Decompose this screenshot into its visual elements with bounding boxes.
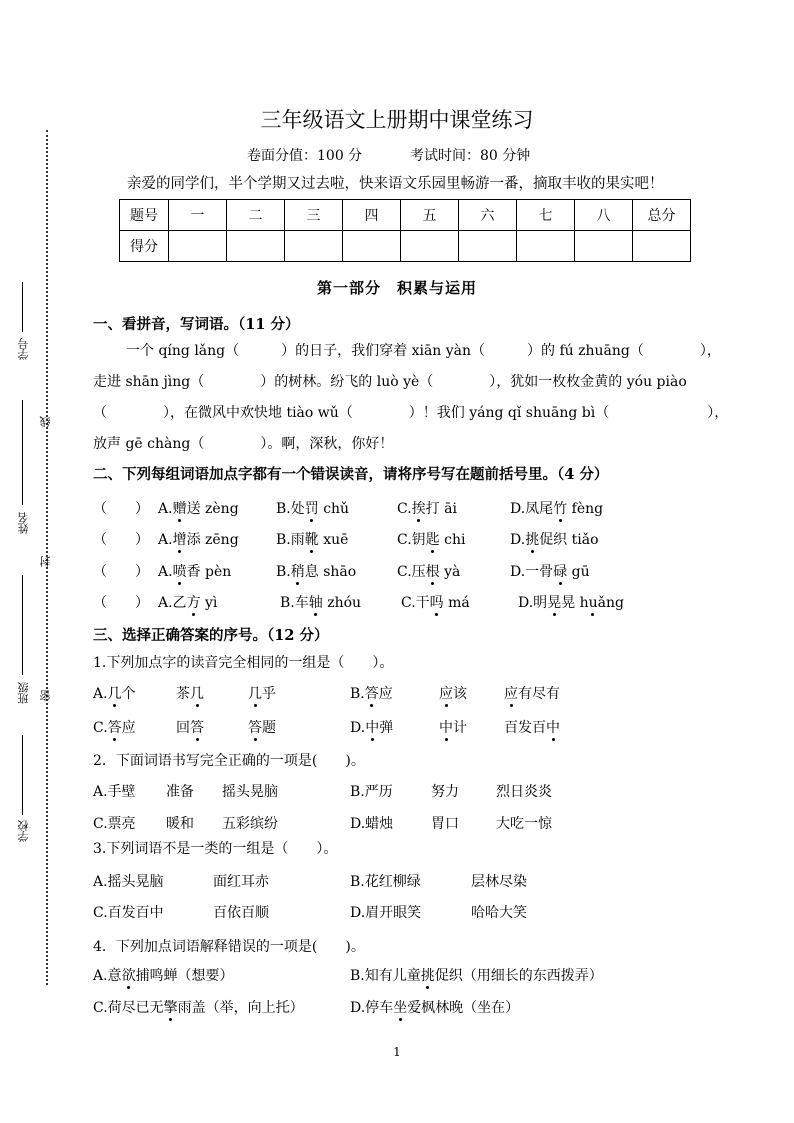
dotted-char: 挨 [411,501,426,517]
q1-option-c2 [176,717,204,737]
option-text: 百发百 [504,720,546,736]
q2-word: 胃口 [431,816,459,832]
option-text: 计 [453,720,467,736]
q3-word: 面红耳赤 [213,874,269,890]
option-text: yà [439,564,461,580]
q4-option-b [350,965,603,985]
pinyin-line-3: （ ），在微风中欢快地 tiào wǔ（ ）！我们 yáng qǐ shuāng bì（ ）， [93,405,729,421]
option-a [158,592,217,612]
option-text: 该 [453,686,467,702]
q2-word: D.蜡烛 [350,816,394,832]
option-text: chǔ [318,501,350,517]
option-text: chi [439,532,466,548]
q4-option-c [93,997,304,1017]
dotted-char: 挑 [420,968,435,984]
pinyin-line-1: 一个 qíng lǎng（ ）的日子，我们穿着 xiān yàn（ ）的 fú zhuāng（ ）， [126,343,721,359]
option-text: D.凤尾 [510,501,554,517]
option-text: 乎 [262,686,276,702]
option-text: A.意 [93,968,122,984]
dotted-char: 应 [504,686,518,702]
option-text: 回 [176,720,190,736]
option-text: 有尽有 [518,686,560,702]
answer-paren[interactable]: （ ） [93,564,149,580]
q3-word: 百依百顺 [213,905,269,921]
exam-title: 三年级语文上册期中课堂练习 [260,108,534,132]
option-text: 打 āi [425,501,457,517]
option-c [397,498,457,518]
option-text: C.荷尽已无 [93,1000,164,1016]
q1-option-c1 [93,717,136,737]
student-id-label: 学号 [17,338,30,360]
score-cell[interactable] [517,231,575,262]
option-text: 添 zēng [186,532,239,548]
option-text: 促织（用细长的东西拨弄） [434,968,603,984]
dotted-char: 赠 [172,501,187,517]
q2-word: 努力 [431,784,459,800]
option-text: zhóu [322,595,362,611]
dotted-char: 答 [364,686,379,702]
option-text: 题 [262,720,276,736]
school-label: 学校 [17,820,30,842]
q2-word: A.手壁 [93,784,136,800]
dotted-char: 晃 [547,595,562,611]
option-a [158,561,231,581]
dotted-char: 稍 [290,564,305,580]
dotted-char: 根 [425,564,440,580]
option-b [276,529,348,549]
option-b [276,498,349,518]
dotted-char: 中 [365,720,380,736]
option-text: C. [397,501,412,517]
header-cell: 一 [169,200,227,231]
dotted-char: 擎 [163,1000,178,1016]
option-c [401,592,470,612]
option-text: A.乙 [158,595,187,611]
score-row-label: 得分 [120,231,169,262]
option-text: C. [93,720,108,736]
q1-option-b2 [439,683,467,703]
total-score-info: 卷面分值：100 分 [247,148,363,164]
answer-paren[interactable]: （ ） [93,501,149,517]
q1-option-b3 [504,683,560,703]
q2-word: 摇头晃脑 [222,784,278,800]
q1-option-c3 [248,717,276,737]
section-one-title: 一、看拼音，写词语。（11 分） [93,316,300,333]
question-1-stem: 1.下列加点字的读音完全相同的一组是（ ）。 [93,655,394,671]
q1-option-a3 [248,683,276,703]
option-d [518,592,624,612]
option-text: B.处 [276,501,305,517]
dotted-char: 答 [190,720,204,736]
option-text: B. [276,564,291,580]
q1-option-a1 [93,683,136,703]
dotted-char: 方 [186,595,201,611]
q2-word: 暖和 [166,816,194,832]
option-d [510,529,599,549]
score-table [119,199,691,262]
answer-paren[interactable]: （ ） [93,532,149,548]
option-d [510,561,590,581]
q2-word: 大吃一惊 [496,816,552,832]
header-cell: 七 [517,200,575,231]
option-text: 茶 [176,686,190,702]
q3-word: B.花红柳绿 [350,874,421,890]
option-text: C.压 [397,564,426,580]
option-c [397,529,465,549]
option-text: 捕鸣蝉（想要） [135,968,234,984]
q1-option-a2 [176,683,204,703]
dotted-char: 应 [439,686,453,702]
header-cell: 六 [459,200,517,231]
option-text: B.雨 [276,532,305,548]
score-cell[interactable] [227,231,285,262]
name-blank [22,400,23,505]
option-text: C.干 [401,595,430,611]
option-text: A. [158,532,173,548]
q3-word: 层林尽染 [471,874,527,890]
option-text: 香 pèn [186,564,232,580]
score-cell[interactable] [169,231,227,262]
header-cell: 二 [227,200,285,231]
dotted-char: 靴 [304,532,319,548]
option-text: B. [350,686,365,702]
option-text: yì [200,595,218,611]
question-3-stem: 3.下列词语不是一类的一组是（ ）。 [93,841,338,857]
dotted-char: 几 [107,686,122,702]
option-text: 爱枫林晚（坐在） [407,1000,520,1016]
dotted-char: 增 [172,532,187,548]
score-table-score-row [120,231,691,262]
q3-word: D.眉开眼笑 [350,905,422,921]
header-cell: 八 [575,200,633,231]
dotted-char: 喷 [172,564,187,580]
header-cell: 总分 [633,200,691,231]
dotted-char: 中 [546,720,560,736]
dotted-char: 罚 [304,501,319,517]
dotted-char: 碌 [553,564,568,580]
option-text: A. [158,564,173,580]
option-text: 应 [121,720,136,736]
binding-line-mark: 线 [39,416,52,427]
dotted-char: 中 [439,720,453,736]
q2-word: B.严历 [350,784,393,800]
score-cell[interactable] [575,231,633,262]
exam-time-info: 考试时间：80 分钟 [410,148,531,164]
option-text: gū [567,564,590,580]
option-text: D.明 [518,595,548,611]
section-two-title: 二、下列每组词语加点字都有一个错误读音，请将序号写在题前括号里。（4 分） [93,466,609,483]
option-text: 弹 [379,720,394,736]
option-text: B.车 [280,595,309,611]
answer-paren[interactable]: （ ） [93,595,149,611]
q4-option-a [93,965,234,985]
dotted-char: 答 [107,720,122,736]
header-cell: 三 [285,200,343,231]
option-text: D. [510,532,526,548]
option-text: D. [350,720,366,736]
option-text: B.知有儿童 [350,968,421,984]
q1-option-b1 [350,683,393,703]
question-4-stem: 4．下列加点词语解释错误的一项是( )。 [93,939,365,955]
score-table-header-row [120,200,691,231]
option-text: A. [93,686,108,702]
score-cell[interactable] [285,231,343,262]
dotted-char: 轴 [308,595,323,611]
class-label: 班级 [17,682,30,704]
class-blank [22,575,23,675]
name-label: 姓名 [17,512,30,534]
option-text: D.停车 [350,1000,394,1016]
q4-option-d [350,997,519,1017]
header-cell: 题号 [120,200,169,231]
section-three-title: 三、选择正确答案的序号。（12 分） [93,627,329,644]
q1-option-d2 [439,717,467,737]
q2-word: 五彩缤纷 [222,816,278,832]
option-b [280,592,361,612]
option-c [397,561,460,581]
binding-sealed-mark: 密 [39,690,52,701]
q2-word: C.票亮 [93,816,136,832]
q3-word: 哈哈大笑 [471,905,527,921]
header-cell: 四 [343,200,401,231]
page-number: 1 [393,1045,401,1059]
dotted-char: 欲 [121,968,136,984]
dotted-char: 竹 [553,501,568,517]
option-text: D.一骨 [510,564,554,580]
q2-word: 准备 [166,784,194,800]
q1-option-d1 [350,717,393,737]
option-text: A. [158,501,173,517]
dotted-char: 匙 [425,532,440,548]
option-b [276,561,356,581]
part-one-heading: 第一部分 积累与运用 [316,279,477,297]
option-text: 促织 tiǎo [539,532,599,548]
binding-seal-mark: 封 [39,556,52,567]
option-text: 雨盖（举，向上托） [177,1000,304,1016]
dotted-char: 挑 [525,532,540,548]
q3-word: A.摇头晃脑 [93,874,164,890]
score-cell[interactable] [459,231,517,262]
option-text: C.钥 [397,532,426,548]
dotted-char: 吗 [429,595,444,611]
option-text: fèng [567,501,604,517]
pinyin-line-2: 走进 shān jìng（ ）的树林。纷飞的 luò yè（ ），犹如一枚枚金黄的 yóu piào [93,374,687,390]
pinyin-line-4: 放声 gē chàng（ ）。啊，深秋，你好！ [93,436,394,452]
question-2-stem: 2．下面词语书写完全正确的一项是( )。 [93,753,365,769]
option-text: xuē [318,532,349,548]
dotted-char: 晃 huǎng [561,595,624,611]
score-cell[interactable] [343,231,401,262]
option-text: 送 zèng [186,501,239,517]
option-text: má [443,595,470,611]
dotted-char: 几 [190,686,204,702]
option-text: 应 [378,686,393,702]
option-d [510,498,603,518]
option-a [158,498,239,518]
school-blank [22,735,23,815]
option-text: 个 [121,686,136,702]
dotted-char: 坐 [393,1000,408,1016]
q1-option-d3 [504,717,560,737]
q3-word: C.百发百中 [93,905,164,921]
option-text: 息 shāo [304,564,357,580]
intro-text: 亲爱的同学们，半个学期又过去啦，快来语文乐园里畅游一番，摘取丰收的果实吧！ [127,176,664,192]
score-cell[interactable] [633,231,691,262]
dotted-char: 几 [248,686,262,702]
header-cell: 五 [401,200,459,231]
score-cell[interactable] [401,231,459,262]
q2-word: 烈日炎炎 [496,784,552,800]
option-a [158,529,239,549]
dotted-char: 答 [248,720,262,736]
